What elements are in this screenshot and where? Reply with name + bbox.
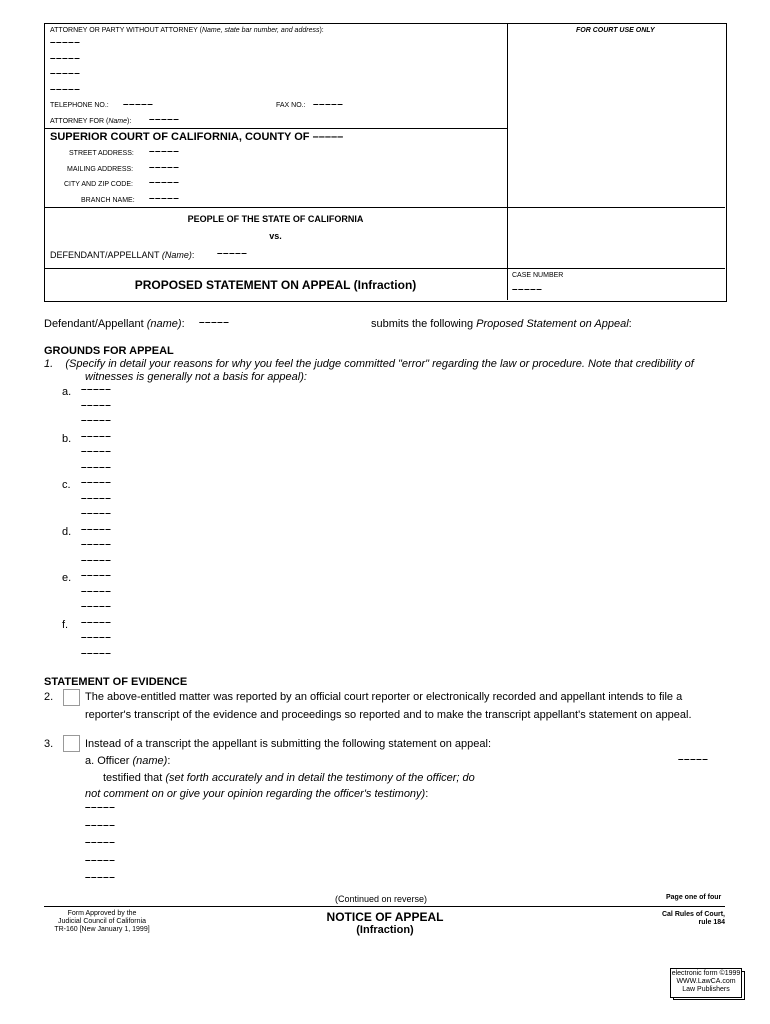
telephone-label: TELEPHONE NO.: <box>50 102 109 109</box>
grounds-item-line[interactable]: ––––– <box>81 492 112 504</box>
testimony-line-5[interactable]: ––––– <box>85 872 116 883</box>
item-2-text-cont: reporter's transcript of the evidence and proceedings so reported and to make the transcript appellant's statement on appeal. <box>85 709 692 721</box>
case-number-label: CASE NUMBER <box>512 272 564 279</box>
grounds-item-line[interactable]: ––––– <box>81 647 112 659</box>
grounds-item-letter: c. <box>62 479 71 491</box>
street-address-field[interactable]: ––––– <box>149 146 180 157</box>
item-3-text: Instead of a transcript the appellant is submitting the following statement on appeal: <box>85 738 492 750</box>
court-use-label: FOR COURT USE ONLY <box>576 27 655 34</box>
caption-divider-vertical <box>507 23 508 300</box>
testimony-line-4[interactable]: ––––– <box>85 855 116 866</box>
submits-text: submits the following Proposed Statement on Appeal: <box>371 318 632 330</box>
grounds-item-line[interactable]: ––––– <box>81 399 112 411</box>
rules-line-1: Cal Rules of Court, <box>661 911 725 918</box>
notice-subtitle: (Infraction) <box>356 924 414 936</box>
officer-name-field[interactable]: ––––– <box>678 754 709 765</box>
grounds-item-letter: e. <box>62 572 72 584</box>
mailing-address-field[interactable]: ––––– <box>149 162 180 173</box>
caption-rule-2 <box>44 207 725 208</box>
evidence-heading: STATEMENT OF EVIDENCE <box>44 676 188 688</box>
grounds-item-line[interactable]: ––––– <box>81 477 112 488</box>
defendant-caption-field[interactable]: ––––– <box>217 248 248 259</box>
city-zip-field[interactable]: ––––– <box>149 177 180 188</box>
testimony-line-3[interactable]: ––––– <box>85 837 116 848</box>
testified-text-cont: not comment on or give your opinion regarding the officer's testimony): <box>85 788 429 800</box>
caption-box <box>44 23 727 302</box>
grounds-item-line[interactable]: ––––– <box>81 554 112 566</box>
form-title: PROPOSED STATEMENT ON APPEAL (Infraction) <box>134 278 417 292</box>
grounds-item-line[interactable]: ––––– <box>81 585 112 597</box>
grounds-item-letter: b. <box>62 432 72 445</box>
attorney-for-field[interactable]: ––––– <box>149 114 180 125</box>
continued-label: (Continued on reverse) <box>335 894 428 904</box>
item-3-number: 3. <box>44 738 54 750</box>
grounds-item-line[interactable]: ––––– <box>81 616 112 628</box>
grounds-item-line[interactable]: ––––– <box>81 461 112 473</box>
defendant-caption-label: DEFENDANT/APPELLANT (Name): <box>50 250 195 260</box>
court-title: SUPERIOR COURT OF CALIFORNIA, COUNTY OF ––––– <box>50 131 344 143</box>
grounds-item-letter: f. <box>62 618 69 631</box>
grounds-heading: GROUNDS FOR APPEAL <box>44 345 174 357</box>
grounds-item-line[interactable]: ––––– <box>81 384 112 395</box>
branch-name-field[interactable]: ––––– <box>149 193 180 204</box>
case-number-field[interactable]: ––––– <box>512 284 543 295</box>
grounds-item-line[interactable]: ––––– <box>81 632 112 643</box>
grounds-item-line[interactable]: ––––– <box>81 570 112 581</box>
grounds-item-letter: d. <box>62 525 72 538</box>
telephone-field[interactable]: ––––– <box>123 99 154 110</box>
intro-defendant-field[interactable]: ––––– <box>199 317 230 328</box>
item-3-checkbox[interactable] <box>63 735 80 752</box>
attorney-label: ATTORNEY OR PARTY WITHOUT ATTORNEY (Name, state bar number, and address): <box>50 27 324 34</box>
mailing-address-label: MAILING ADDRESS: <box>67 166 134 173</box>
publisher-line-3: Law Publishers <box>682 986 730 993</box>
item-2-checkbox[interactable] <box>63 689 80 706</box>
grounds-item-line[interactable]: ––––– <box>81 446 112 457</box>
caption-rule-3 <box>44 268 725 269</box>
grounds-item-line[interactable]: ––––– <box>81 523 112 535</box>
attorney-for-label: ATTORNEY FOR (Name): <box>50 118 132 125</box>
page-label: Page one of four <box>666 894 722 901</box>
grounds-item-line[interactable]: ––––– <box>81 508 112 519</box>
grounds-item-letter: a. <box>62 386 72 398</box>
county-field[interactable]: ––––– <box>312 131 344 143</box>
approved-line-2: Judicial Council of California <box>58 918 146 925</box>
notice-title: NOTICE OF APPEAL <box>326 910 444 924</box>
street-address-label: STREET ADDRESS: <box>69 150 134 157</box>
grounds-item-line[interactable]: ––––– <box>81 539 112 550</box>
vs-label: vs. <box>269 231 282 241</box>
officer-label: a. Officer (name): <box>85 755 171 767</box>
attorney-line-2[interactable]: ––––– <box>50 53 81 64</box>
intro-defendant-label: Defendant/Appellant (name): <box>44 318 185 330</box>
attorney-line-1[interactable]: ––––– <box>50 37 81 48</box>
publisher-line-2: WWW.LawCA.com <box>676 978 736 985</box>
branch-name-label: BRANCH NAME: <box>81 197 135 204</box>
grounds-instructions: 1. (Specify in detail your reasons for why you feel the judge committed "error" regarding the law or procedure. Note that credibility of <box>44 358 694 370</box>
grounds-item-line[interactable]: ––––– <box>81 601 112 612</box>
item-2-text: The above-entitled matter was reported by an official court reporter or electronically recorded and appellant intends to file a <box>85 691 683 703</box>
attorney-line-4[interactable]: ––––– <box>50 84 81 95</box>
grounds-item-line[interactable]: ––––– <box>81 430 112 442</box>
form-id: TR-160 [New January 1, 1999] <box>54 926 150 933</box>
footer-rule <box>44 906 725 907</box>
testified-text: testified that (set forth accurately and in detail the testimony of the officer; do <box>103 772 475 784</box>
item-2-number: 2. <box>44 691 54 703</box>
testimony-line-1[interactable]: ––––– <box>85 802 116 813</box>
city-zip-label: CITY AND ZIP CODE: <box>64 181 133 188</box>
grounds-instructions-cont: witnesses is generally not a basis for appeal): <box>85 371 307 383</box>
rules-line-2: rule 184 <box>698 919 725 926</box>
caption-rule-1 <box>44 128 507 129</box>
approved-line-1: Form Approved by the <box>67 910 137 917</box>
publisher-stamp <box>670 968 742 998</box>
publisher-line-1: electronic form ©1999 <box>671 970 741 977</box>
attorney-line-3[interactable]: ––––– <box>50 68 81 79</box>
people-heading: PEOPLE OF THE STATE OF CALIFORNIA <box>187 214 364 224</box>
grounds-item-line[interactable]: ––––– <box>81 415 112 426</box>
fax-label: FAX NO.: <box>276 102 306 109</box>
testimony-line-2[interactable]: ––––– <box>85 820 116 831</box>
fax-field[interactable]: ––––– <box>313 99 344 110</box>
